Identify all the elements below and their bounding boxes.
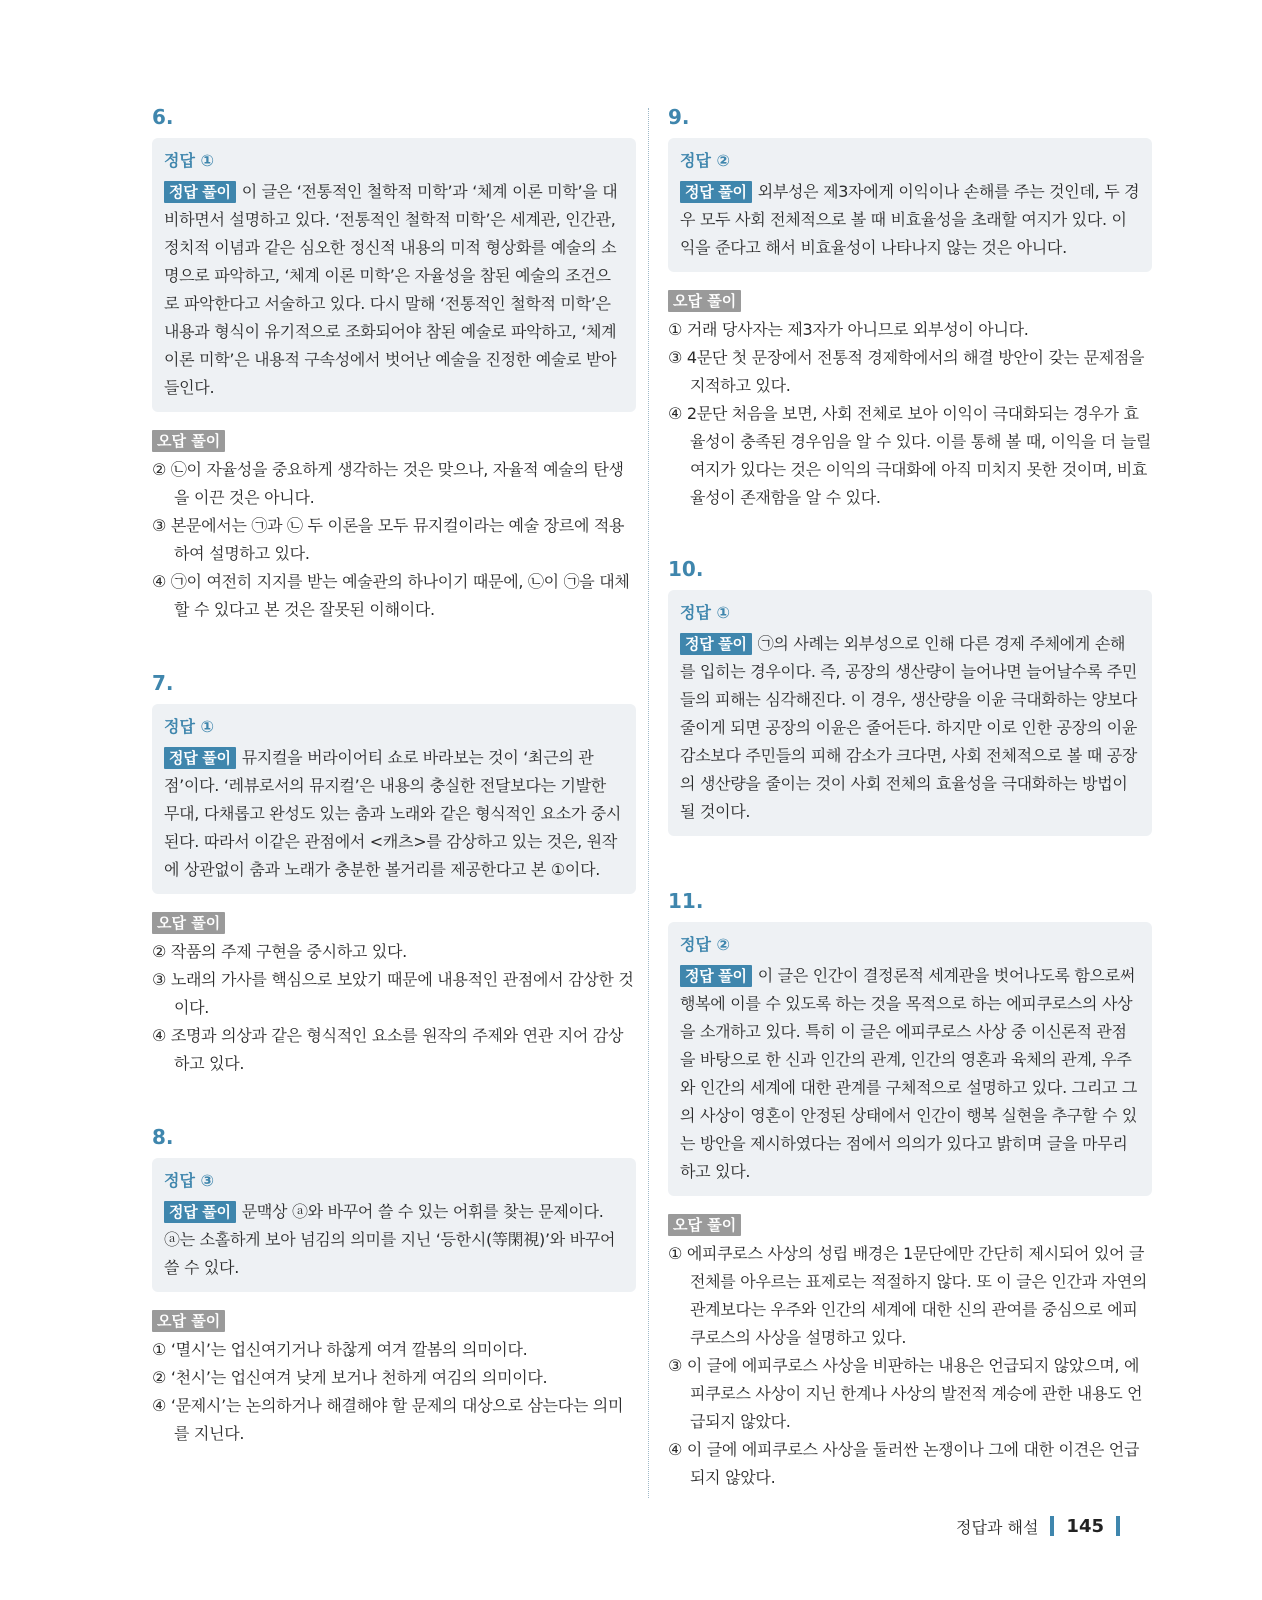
question-9 (668, 104, 1152, 512)
answer-value: ① (716, 603, 731, 622)
answer-box (152, 704, 636, 894)
answer-line (680, 148, 1140, 174)
answer-line (680, 932, 1140, 958)
explanation-tag: 정답 풀이 (680, 181, 752, 203)
answer-line (164, 1168, 624, 1194)
wrong-tag: 오답 풀이 (152, 430, 225, 452)
explanation (164, 178, 624, 402)
wrong-item: ③ 본문에서는 ㉠과 ㉡ 두 이론을 모두 뮤지컬이라는 예술 장르에 적용하여 설명하고 있다. (152, 516, 625, 563)
explanation-tag: 정답 풀이 (164, 1201, 236, 1223)
answer-label: 정답 (164, 1171, 195, 1190)
question-number: 10. (668, 557, 704, 581)
question-number: 9. (668, 105, 690, 129)
wrong-item: ② 작품의 주제 구현을 중시하고 있다. (152, 942, 407, 961)
wrong-item: ① 거래 당사자는 제3자가 아니므로 외부성이 아니다. (668, 320, 1029, 339)
page-number: 145 (1066, 1515, 1104, 1537)
wrong-item: ① 에피쿠로스 사상의 성립 배경은 1문단에만 간단히 제시되어 있어 글 전체를 아우르는 표제로는 적절하지 않다. 또 이 글은 인간과 자연의 관계보다는 우주와 인간의 세계에 대한 신의 관여를 중심으로 에피쿠로스의 사상을 설명하고 있다. (668, 1244, 1148, 1347)
question-number: 11. (668, 889, 704, 913)
answer-line (164, 714, 624, 740)
answer-label: 정답 (680, 935, 711, 954)
answer-box (668, 138, 1152, 272)
wrong-item: ④ 조명과 의상과 같은 형식적인 요소를 원작의 주제와 연관 지어 감상하고 있다. (152, 1026, 624, 1073)
wrong-item: ② ㉡이 자율성을 중요하게 생각하는 것은 맞으나, 자율적 예술의 탄생을 이끈 것은 아니다. (152, 460, 624, 507)
footer-bar-left (1050, 1516, 1054, 1536)
wrong-answers (668, 1214, 1152, 1492)
footer-bar-right (1116, 1516, 1120, 1536)
wrong-answers (152, 912, 636, 1078)
explanation-tag: 정답 풀이 (680, 633, 752, 655)
answer-label: 정답 (680, 151, 711, 170)
wrong-item: ④ ㉠이 여전히 지지를 받는 예술관의 하나이기 때문에, ㉡이 ㉠을 대체할 수 있다고 본 것은 잘못된 이해이다. (152, 572, 630, 619)
question-number: 8. (152, 1125, 174, 1149)
explanation (680, 178, 1140, 262)
explanation-tag: 정답 풀이 (164, 747, 236, 769)
wrong-item: ③ 이 글에 에피쿠로스 사상을 비판하는 내용은 언급되지 않았으며, 에피쿠로스 사상이 지닌 한계나 사상의 발전적 계승에 관한 내용도 언급되지 않았다. (668, 1356, 1143, 1431)
answer-value: ② (716, 935, 731, 954)
explanation-text: 이 글은 ‘전통적인 철학적 미학’과 ‘체계 이론 미학’을 대비하면서 설명하고 있다. ‘전통적인 철학적 미학’은 세계관, 인간관, 정치적 이념과 같은 심오한 정신적 내용의 미적 형상화를 예술의 소명으로 파악하고, ‘체계 이론 미학’은 자율성을 참된 예술의 조건으로 파악한다고 서술하고 있다. 다시 말해 ‘전통적인 철학적 미학’은 내용과 형식이 유기적으로 조화되어야 참된 예술로 파악하고, ‘체계 이론 미학’은 내용적 구속성에서 벗어난 예술을 진정한 예술로 받아들인다. (164, 182, 618, 397)
wrong-item: ② ‘천시’는 업신여겨 낮게 보거나 천하게 여김의 의미이다. (152, 1368, 548, 1387)
wrong-item: ④ ‘문제시’는 논의하거나 해결해야 할 문제의 대상으로 삼는다는 의미를 지닌다. (152, 1396, 624, 1443)
wrong-tag: 오답 풀이 (668, 1214, 741, 1236)
question-6 (152, 104, 636, 624)
explanation (164, 744, 624, 884)
explanation (164, 1198, 624, 1282)
explanation-tag: 정답 풀이 (164, 181, 236, 203)
answer-label: 정답 (164, 717, 195, 736)
left-column (152, 104, 636, 1464)
wrong-tag: 오답 풀이 (668, 290, 741, 312)
answer-box (668, 590, 1152, 836)
answer-box (152, 138, 636, 412)
question-number: 6. (152, 105, 174, 129)
wrong-answers (152, 1310, 636, 1448)
answer-label: 정답 (164, 151, 195, 170)
answer-value: ③ (200, 1171, 215, 1190)
wrong-tag: 오답 풀이 (152, 912, 225, 934)
answer-value: ② (716, 151, 731, 170)
wrong-item: ① ‘멸시’는 업신여기거나 하찮게 여겨 깔봄의 의미이다. (152, 1340, 528, 1359)
wrong-tag: 오답 풀이 (152, 1310, 225, 1332)
answer-label: 정답 (680, 603, 711, 622)
wrong-item: ③ 노래의 가사를 핵심으로 보았기 때문에 내용적인 관점에서 감상한 것이다. (152, 970, 634, 1017)
wrong-item: ④ 2문단 처음을 보면, 사회 전체로 보아 이익이 극대화되는 경우가 효율성이 충족된 경우임을 알 수 있다. 이를 통해 볼 때, 이익을 더 늘릴 여지가 있다는 것은 이익의 극대화에 아직 미치지 못한 것이며, 비효율성이 존재함을 알 수 있다. (668, 404, 1152, 507)
question-10 (668, 556, 1152, 836)
answer-value: ① (200, 151, 215, 170)
wrong-item: ③ 4문단 첫 문장에서 전통적 경제학에서의 해결 방안이 갖는 문제점을 지적하고 있다. (668, 348, 1145, 395)
question-7 (152, 670, 636, 1078)
answer-box (152, 1158, 636, 1292)
explanation (680, 962, 1140, 1186)
explanation-text: ㉠의 사례는 외부성으로 인해 다른 경제 주체에게 손해를 입히는 경우이다. 즉, 공장의 생산량이 늘어나면 늘어날수록 주민들의 피해는 심각해진다. 이 경우, 생산량을 이윤 극대화하는 양보다 줄이게 되면 공장의 이윤은 줄어든다. 하지만 이로 인한 공장의 이윤 감소보다 주민들의 피해 감소가 크다면, 사회 전체적으로 볼 때 공장의 생산량을 줄이는 것이 사회 전체의 효율성을 극대화하는 방법이 될 것이다. (680, 634, 1138, 821)
explanation-text: 이 글은 인간이 결정론적 세계관을 벗어나도록 함으로써 행복에 이를 수 있도록 하는 것을 목적으로 하는 에피쿠로스의 사상을 소개하고 있다. 특히 이 글은 에피쿠로스 사상 중 이신론적 관점을 바탕으로 한 신과 인간의 관계, 인간의 영혼과 육체의 관계, 우주와 인간의 세계에 대한 관계를 구체적으로 설명하고 있다. 그리고 그의 사상이 영혼이 안정된 상태에서 인간이 행복 실현을 추구할 수 있는 방안을 제시하였다는 점에서 의의가 있다고 밝히며 글을 마무리하고 있다. (680, 966, 1138, 1181)
wrong-answers (668, 290, 1152, 512)
explanation-text: 문맥상 ⓐ와 바꾸어 쓸 수 있는 어휘를 찾는 문제이다. ⓐ는 소홀하게 보아 넘김의 의미를 지닌 ‘등한시(等閑視)’와 바꾸어 쓸 수 있다. (164, 1202, 616, 1277)
explanation-tag: 정답 풀이 (680, 965, 752, 987)
wrong-item: ④ 이 글에 에피쿠로스 사상을 둘러싼 논쟁이나 그에 대한 이견은 언급되지 않았다. (668, 1440, 1140, 1487)
question-11 (668, 888, 1152, 1492)
column-divider (648, 108, 649, 1498)
answer-box (668, 922, 1152, 1196)
page-footer (956, 1512, 1132, 1540)
answer-value: ① (200, 717, 215, 736)
explanation (680, 630, 1140, 826)
right-column (668, 104, 1152, 1508)
explanation-text: 뮤지컬을 버라이어티 쇼로 바라보는 것이 ‘최근의 관점’이다. ‘레뷰로서의 뮤지컬’은 내용의 충실한 전달보다는 기발한 무대, 다채롭고 완성도 있는 춤과 노래와 같은 형식적인 요소가 중시된다. 따라서 이같은 관점에서 <캐츠>를 감상하고 있는 것은, 원작에 상관없이 춤과 노래가 충분한 볼거리를 제공한다고 본 ①이다. (164, 748, 622, 879)
explanation-text: 외부성은 제3자에게 이익이나 손해를 주는 것인데, 두 경우 모두 사회 전체적으로 볼 때 비효율성을 초래할 여지가 있다. 이익을 준다고 해서 비효율성이 나타나지 않는 것은 아니다. (680, 182, 1140, 257)
wrong-answers (152, 430, 636, 624)
question-number: 7. (152, 671, 174, 695)
answer-line (164, 148, 624, 174)
footer-title: 정답과 해설 (956, 1517, 1039, 1537)
question-8 (152, 1124, 636, 1448)
answer-line (680, 600, 1140, 626)
